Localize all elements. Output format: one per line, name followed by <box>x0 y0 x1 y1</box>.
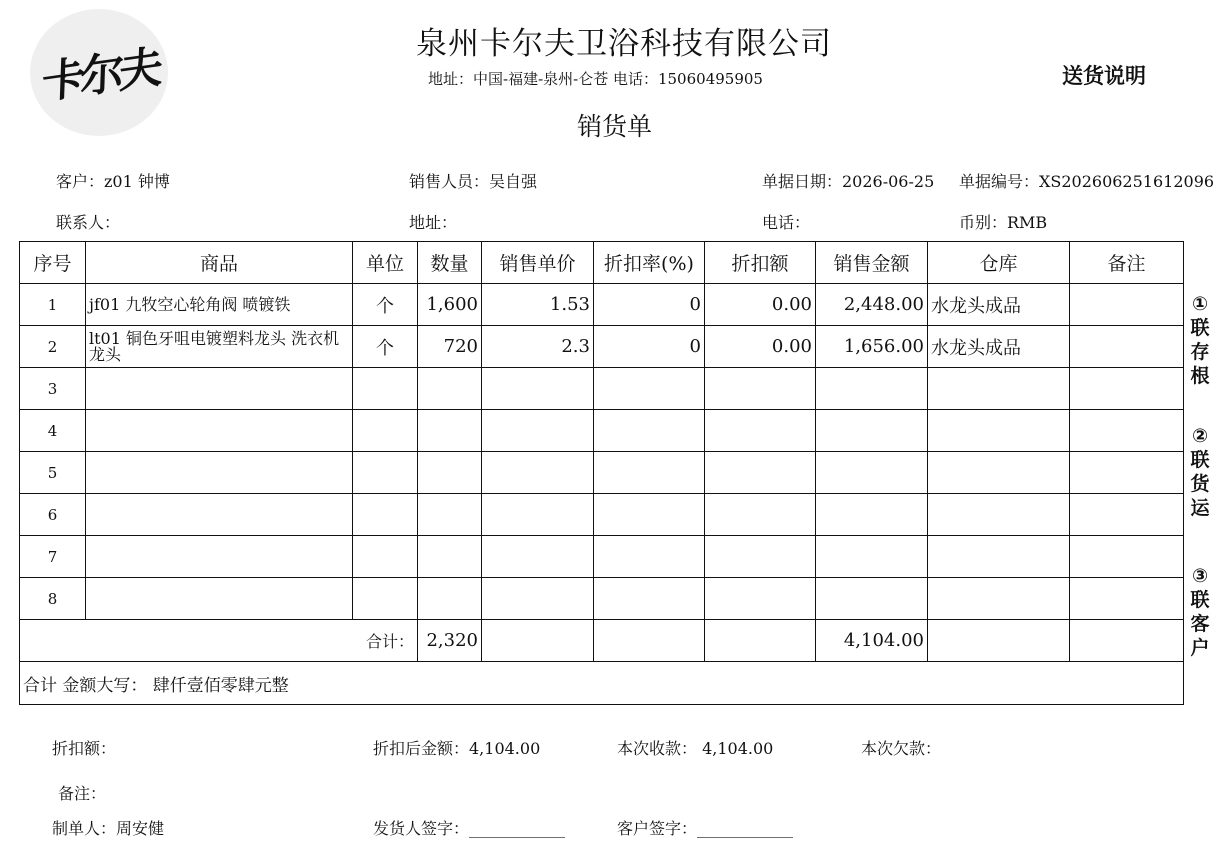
cell-remark <box>1070 410 1184 452</box>
contact-field: 联系人： <box>56 213 121 232</box>
footer-shipper-signature: 发货人签字：____________ <box>373 819 566 838</box>
table-row <box>20 578 1184 620</box>
cell-no: 7 <box>20 536 86 578</box>
cell-product: lt01 铜色牙咀电镀塑料龙头 洗衣机龙头 <box>86 326 353 368</box>
header-qty: 数量 <box>418 242 482 284</box>
cell-amount: 1,656.00 <box>816 326 928 368</box>
cell-warehouse <box>928 368 1070 410</box>
footer-received: 本次收款： 4,104.00 <box>617 739 774 758</box>
table-row <box>20 368 1184 410</box>
footer-remarks: 备注： <box>58 784 107 803</box>
footer-after-discount: 折扣后金额：4,104.00 <box>373 739 541 758</box>
document-type: 送货说明 <box>1062 64 1146 88</box>
header-discount: 折扣额 <box>705 242 816 284</box>
cell-discount <box>705 368 816 410</box>
cell-price: 2.3 <box>482 326 594 368</box>
footer-customer-signature: 客户签字：____________ <box>617 819 794 838</box>
cell-unit <box>353 368 418 410</box>
total-empty-price <box>482 620 594 662</box>
cell-warehouse <box>928 410 1070 452</box>
cell-qty: 720 <box>418 326 482 368</box>
cell-rate <box>594 578 705 620</box>
cell-qty <box>418 410 482 452</box>
currency-field: 币别：RMB <box>959 213 1048 232</box>
cell-no: 2 <box>20 326 86 368</box>
cell-rate <box>594 410 705 452</box>
header-product: 商品 <box>86 242 353 284</box>
sales-table <box>19 241 1184 705</box>
total-qty: 2,320 <box>418 620 482 662</box>
footer-owed: 本次欠款： <box>861 739 942 758</box>
cell-amount: 2,448.00 <box>816 284 928 326</box>
company-logo <box>30 9 168 136</box>
table-row <box>20 494 1184 536</box>
customer-field: 客户：z01 钟博 <box>56 172 170 191</box>
cell-rate: 0 <box>594 284 705 326</box>
cell-warehouse <box>928 494 1070 536</box>
cell-discount <box>705 494 816 536</box>
cell-price <box>482 494 594 536</box>
amount-in-words: 合计 金额大写： 肆仟壹佰零肆元整 <box>20 662 1184 705</box>
header-amount: 销售金额 <box>816 242 928 284</box>
cell-amount <box>816 368 928 410</box>
table-row <box>20 452 1184 494</box>
cell-amount <box>816 536 928 578</box>
company-address: 地址：中国-福建-泉州-仑苍 电话：15060495905 <box>428 70 763 88</box>
cell-price <box>482 578 594 620</box>
cell-remark <box>1070 536 1184 578</box>
copy-label-stub: ①联存根 <box>1190 293 1210 387</box>
cell-unit <box>353 578 418 620</box>
cell-price <box>482 410 594 452</box>
cell-remark <box>1070 578 1184 620</box>
copy-label-customer: ③联客户 <box>1190 565 1210 659</box>
cell-amount <box>816 410 928 452</box>
cell-unit <box>353 494 418 536</box>
cell-discount <box>705 578 816 620</box>
header-price: 销售单价 <box>482 242 594 284</box>
cell-rate <box>594 536 705 578</box>
cell-qty: 1,600 <box>418 284 482 326</box>
header-warehouse: 仓库 <box>928 242 1070 284</box>
cell-discount: 0.00 <box>705 326 816 368</box>
cell-rate <box>594 368 705 410</box>
cell-remark <box>1070 494 1184 536</box>
footer-maker: 制单人：周安健 <box>52 819 165 838</box>
cell-product <box>86 410 353 452</box>
cell-product <box>86 494 353 536</box>
address-field: 地址： <box>409 213 458 232</box>
cell-amount <box>816 452 928 494</box>
header-unit: 单位 <box>353 242 418 284</box>
document-title: 销货单 <box>577 112 653 141</box>
copy-label-shipping: ②联货运 <box>1190 425 1210 519</box>
cell-unit: 个 <box>353 284 418 326</box>
cell-no: 5 <box>20 452 86 494</box>
cell-price: 1.53 <box>482 284 594 326</box>
cell-warehouse <box>928 578 1070 620</box>
cell-no: 1 <box>20 284 86 326</box>
cell-discount <box>705 536 816 578</box>
table-row <box>20 536 1184 578</box>
header-remark: 备注 <box>1070 242 1184 284</box>
footer-discount: 折扣额： <box>52 739 117 758</box>
cell-warehouse: 水龙头成品 <box>928 326 1070 368</box>
cell-price <box>482 368 594 410</box>
cell-qty <box>418 494 482 536</box>
amount-in-words-row <box>20 662 1184 705</box>
cell-product <box>86 536 353 578</box>
table-row <box>20 326 1184 368</box>
total-row <box>20 620 1184 662</box>
cell-no: 4 <box>20 410 86 452</box>
cell-rate <box>594 452 705 494</box>
total-label: 合计： <box>20 620 418 662</box>
table-row <box>20 284 1184 326</box>
cell-qty <box>418 368 482 410</box>
logo-text: 卡尔夫 <box>41 41 159 110</box>
cell-warehouse <box>928 452 1070 494</box>
salesperson-field: 销售人员：吴自强 <box>409 172 538 191</box>
total-amount: 4,104.00 <box>816 620 928 662</box>
date-field: 单据日期：2026-06-25 <box>762 172 935 191</box>
cell-qty <box>418 452 482 494</box>
cell-remark <box>1070 284 1184 326</box>
total-empty-remark <box>1070 620 1184 662</box>
table-row <box>20 410 1184 452</box>
cell-unit <box>353 452 418 494</box>
cell-price <box>482 536 594 578</box>
cell-qty <box>418 578 482 620</box>
cell-no: 3 <box>20 368 86 410</box>
company-name: 泉州卡尔夫卫浴科技有限公司 <box>416 26 832 62</box>
header-no: 序号 <box>20 242 86 284</box>
cell-warehouse: 水龙头成品 <box>928 284 1070 326</box>
total-empty-rate <box>594 620 705 662</box>
total-empty-discount <box>705 620 816 662</box>
cell-no: 6 <box>20 494 86 536</box>
phone-field: 电话： <box>762 213 811 232</box>
cell-price <box>482 452 594 494</box>
cell-no: 8 <box>20 578 86 620</box>
cell-unit: 个 <box>353 326 418 368</box>
cell-remark <box>1070 326 1184 368</box>
cell-discount <box>705 452 816 494</box>
cell-amount <box>816 494 928 536</box>
cell-rate <box>594 494 705 536</box>
total-empty-warehouse <box>928 620 1070 662</box>
cell-amount <box>816 578 928 620</box>
cell-product <box>86 452 353 494</box>
cell-rate: 0 <box>594 326 705 368</box>
cell-qty <box>418 536 482 578</box>
cell-product <box>86 578 353 620</box>
cell-remark <box>1070 368 1184 410</box>
cell-product: jf01 九牧空心轮角阀 喷镀铁 <box>86 284 353 326</box>
cell-unit <box>353 410 418 452</box>
cell-discount: 0.00 <box>705 284 816 326</box>
cell-discount <box>705 410 816 452</box>
cell-unit <box>353 536 418 578</box>
header-rate: 折扣率(%) <box>594 242 705 284</box>
cell-warehouse <box>928 536 1070 578</box>
number-field: 单据编号：XS202606251612096 <box>959 172 1215 191</box>
cell-product <box>86 368 353 410</box>
table-header-row <box>20 242 1184 284</box>
cell-remark <box>1070 452 1184 494</box>
